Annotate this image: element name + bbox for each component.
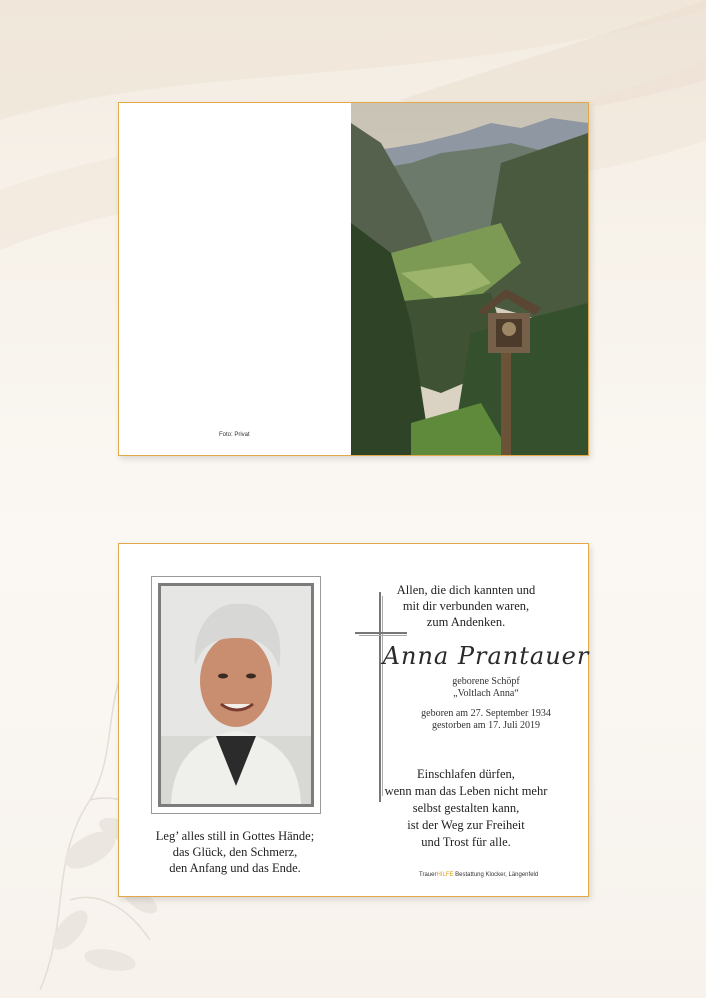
photo-credit: Foto: Privat bbox=[219, 432, 250, 438]
nickname: „Voltlach Anna“ bbox=[453, 688, 519, 699]
intro-line: Allen, die dich kannten und bbox=[396, 583, 536, 597]
verse-right-line: und Trost für alle. bbox=[421, 835, 511, 849]
front-left-panel bbox=[119, 103, 351, 455]
verse-right bbox=[361, 766, 571, 851]
credit-accent: HILFE bbox=[436, 872, 454, 878]
death-date: gestorben am 17. Juli 2019 bbox=[431, 720, 541, 731]
verse-left bbox=[119, 828, 351, 876]
verse-right-line: ist der Weg zur Freiheit bbox=[407, 818, 525, 832]
verse-right-line: selbst gestalten kann, bbox=[412, 801, 520, 815]
card-back bbox=[118, 543, 589, 897]
deceased-name: Anna Prantauer bbox=[382, 642, 590, 670]
birth-name-block bbox=[381, 676, 591, 700]
funeral-home-credit bbox=[419, 872, 538, 878]
portrait-frame bbox=[151, 576, 321, 814]
life-dates bbox=[381, 708, 591, 732]
verse-right-line: wenn man das Leben nicht mehr bbox=[384, 784, 548, 798]
credit-suffix: Bestattung Klocker, Längenfeld bbox=[453, 872, 539, 878]
verse-right-line: Einschlafen dürfen, bbox=[417, 767, 515, 781]
birth-date: geboren am 27. September 1934 bbox=[421, 708, 551, 719]
landscape-photo bbox=[351, 103, 588, 455]
verse-left-line: den Anfang und das Ende. bbox=[169, 861, 301, 875]
verse-left-line: Leg’ alles still in Gottes Hände; bbox=[155, 829, 315, 843]
portrait-photo bbox=[158, 583, 314, 807]
verse-left-line: das Glück, den Schmerz, bbox=[172, 845, 298, 859]
intro-line: mit dir verbunden waren, bbox=[402, 599, 530, 613]
intro-line: zum Andenken. bbox=[426, 615, 506, 629]
credit-prefix: Trauer bbox=[419, 872, 437, 878]
birth-name: geborene Schöpf bbox=[452, 676, 520, 687]
intro-text bbox=[361, 582, 571, 630]
card-front bbox=[118, 102, 589, 456]
